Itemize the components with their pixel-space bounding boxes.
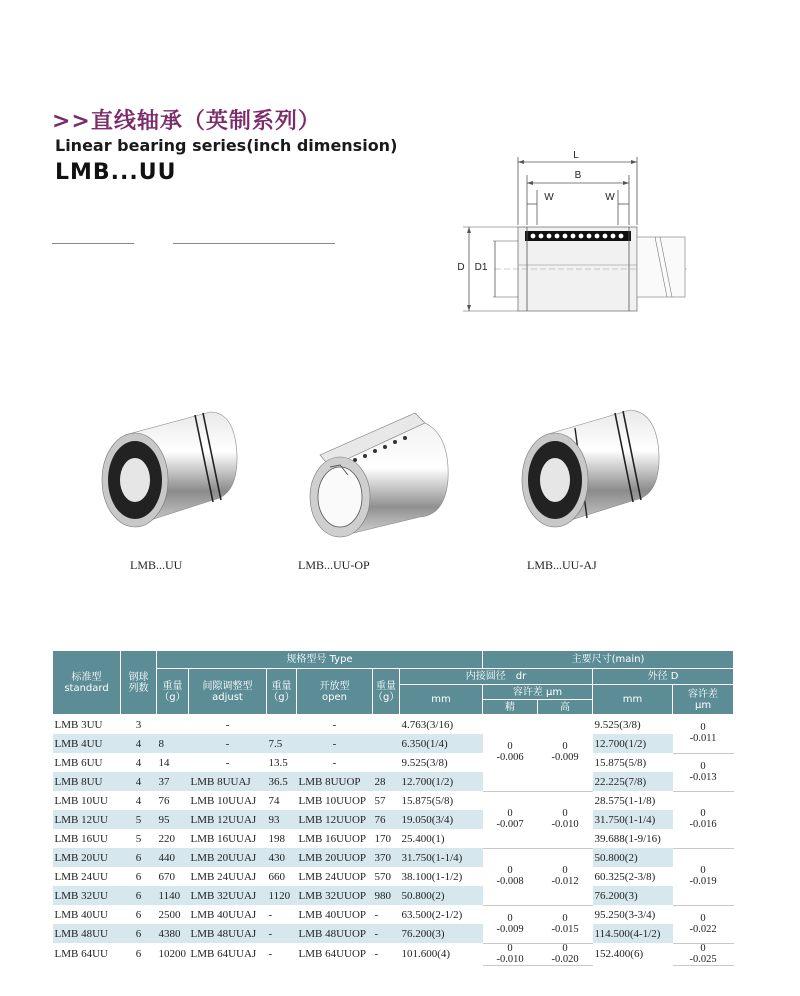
- cell-std: LMB 3UU: [54, 718, 103, 731]
- cell-w3: [373, 734, 400, 753]
- tolerance-outer: [673, 943, 734, 965]
- cell-w2: 660: [268, 870, 285, 883]
- cell-w3: -: [374, 948, 379, 960]
- cell-open: -: [332, 718, 337, 731]
- tolerance-outer: [673, 905, 734, 943]
- cell-balls: 6: [135, 908, 142, 921]
- tolerance-upper: 0: [700, 943, 706, 954]
- table-row: [53, 924, 734, 943]
- tolerance-high: [538, 791, 593, 848]
- cell-std: LMB 4UU: [53, 734, 121, 753]
- table-row: [53, 791, 734, 810]
- tolerance-lower: -0.009: [496, 923, 524, 935]
- cell-w3: 57: [374, 794, 386, 807]
- tolerance-high: [538, 715, 593, 792]
- cell-adj: -: [189, 734, 267, 753]
- table-row: [53, 848, 734, 867]
- cell-w3: -: [373, 924, 400, 943]
- cell-std: LMB 12UU: [53, 810, 121, 829]
- cell-std: LMB 6UU: [54, 756, 103, 769]
- tolerance-lower: -0.025: [689, 953, 717, 965]
- cell-open: LMB 32UUOP: [297, 886, 373, 905]
- tolerance-upper: 0: [700, 912, 706, 924]
- cell-std: LMB 8UU: [53, 772, 121, 791]
- divider-left: [52, 243, 134, 244]
- cell-balls: 6: [135, 948, 142, 960]
- adjustable-bearing-icon: [515, 400, 665, 540]
- cell-D: 9.525(3/8): [594, 718, 641, 731]
- cell-adj: LMB 40UUAJ: [190, 908, 257, 921]
- cell-w1: 37: [157, 772, 189, 791]
- cell-w3: 170: [374, 832, 391, 845]
- cell-balls: 4: [121, 734, 157, 753]
- tolerance-upper: 0: [700, 760, 706, 772]
- cell-balls: 4: [121, 772, 157, 791]
- cell-balls: 6: [121, 848, 157, 867]
- tolerance-lower: -0.007: [496, 819, 524, 830]
- cell-w3: 980: [373, 886, 400, 905]
- cell-w3: 76: [373, 810, 400, 829]
- header-weight-adj: 重量 （g）: [267, 669, 297, 715]
- cell-std: LMB 48UU: [53, 924, 121, 943]
- cell-dr: 9.525(3/8): [401, 756, 448, 769]
- label-W-left: W: [544, 192, 554, 203]
- cell-w1: 220: [158, 832, 175, 845]
- tolerance-lower: -0.013: [689, 771, 717, 783]
- cell-w3: 570: [374, 870, 391, 883]
- cell-w3: -: [374, 908, 379, 921]
- tolerance-lower: -0.016: [689, 819, 717, 830]
- cell-w1: 95: [157, 810, 189, 829]
- cell-w1: 670: [158, 870, 175, 883]
- cell-adj: LMB 16UUAJ: [190, 832, 257, 845]
- cell-w1: 440: [157, 848, 189, 867]
- header-high: 高: [538, 700, 593, 715]
- table-row: [53, 772, 734, 791]
- cell-D: 12.700(1/2): [593, 734, 673, 753]
- header-outer-tol: 容许差 μm: [673, 685, 734, 715]
- header-inner-dia: 内接圆径 dr: [400, 669, 593, 685]
- cell-adj: LMB 10UUAJ: [190, 794, 257, 807]
- cell-D: 22.225(7/8): [593, 772, 673, 791]
- header-inner-mm: mm: [400, 685, 483, 715]
- cell-open: LMB 24UUOP: [298, 870, 367, 883]
- tolerance-lower: -0.006: [496, 752, 524, 764]
- cell-adj: -: [225, 756, 230, 769]
- cell-dr: 25.400(1): [401, 832, 445, 845]
- cell-w1: 4380: [157, 924, 189, 943]
- table-row: [53, 715, 734, 735]
- tolerance-upper: 0: [507, 741, 513, 753]
- tolerance-lower: -0.011: [689, 733, 717, 745]
- cell-open: LMB 12UUOP: [297, 810, 373, 829]
- tolerance-lower: -0.008: [496, 876, 524, 887]
- cell-D: 76.200(3): [593, 886, 673, 905]
- page-title-en: Linear bearing series(inch dimension): [55, 136, 398, 155]
- cell-w3: 370: [373, 848, 400, 867]
- label-B: B: [574, 170, 582, 181]
- table-row: [53, 905, 734, 924]
- header-outer-mm: mm: [593, 685, 673, 715]
- cell-balls: 5: [121, 810, 157, 829]
- header-type: 规格型号 Type: [157, 651, 483, 669]
- cell-dr: 6.350(1/4): [400, 734, 483, 753]
- cell-open: LMB 20UUOP: [297, 848, 373, 867]
- divider-right: [173, 243, 335, 244]
- cell-std: LMB 24UU: [54, 870, 108, 883]
- cell-open: LMB 16UUOP: [298, 832, 367, 845]
- cell-balls: 4: [135, 794, 142, 807]
- cell-D: 152.400(6): [594, 948, 644, 960]
- cell-open: LMB 48UUOP: [297, 924, 373, 943]
- cell-std: LMB 10UU: [54, 794, 108, 807]
- tolerance-upper: 0: [507, 808, 513, 819]
- cell-w2: 7.5: [267, 734, 297, 753]
- tolerance-upper: 0: [562, 808, 568, 819]
- cell-w1: 1140: [157, 886, 189, 905]
- cell-dr: 12.700(1/2): [400, 772, 483, 791]
- cell-dr: 38.100(1-1/2): [401, 870, 463, 883]
- cell-w1: 10200: [158, 948, 186, 960]
- tolerance-upper: 0: [562, 741, 568, 753]
- label-D: D: [457, 262, 465, 273]
- cell-D: 28.575(1-1/8): [594, 794, 656, 807]
- tolerance-lower: -0.010: [496, 953, 524, 965]
- dimension-drawing: [455, 145, 695, 320]
- tolerance-precise: [483, 791, 538, 848]
- cell-open: LMB 64UUOP: [298, 948, 367, 960]
- table-row: [53, 810, 734, 829]
- cell-w2: [267, 715, 297, 735]
- cell-dr: 63.500(2-1/2): [401, 908, 463, 921]
- tolerance-outer: [673, 753, 734, 791]
- cell-open: LMB 40UUOP: [298, 908, 367, 921]
- cell-balls: 3: [135, 718, 142, 731]
- cell-w2: 13.5: [268, 756, 288, 769]
- tolerance-upper: 0: [562, 865, 568, 876]
- model-series: LMB...UU: [55, 160, 177, 185]
- header-main-dims: 主要尺寸(main): [483, 651, 734, 669]
- cell-w2: 36.5: [267, 772, 297, 791]
- tolerance-upper: 0: [507, 865, 513, 876]
- cell-D: 114.500(4-1/2): [593, 924, 673, 943]
- cell-std: LMB 40UU: [54, 908, 108, 921]
- tolerance-outer: [673, 715, 734, 754]
- cell-std: LMB 64UU: [54, 948, 108, 960]
- tolerance-lower: -0.022: [689, 923, 717, 935]
- tolerance-outer: [673, 791, 734, 848]
- cell-w2: 74: [268, 794, 280, 807]
- cell-adj: LMB 64UUAJ: [190, 948, 257, 960]
- tolerance-precise: [483, 848, 538, 905]
- cell-adj: LMB 8UUAJ: [189, 772, 267, 791]
- cell-w1: 8: [157, 734, 189, 753]
- spec-table: [52, 650, 734, 966]
- header-adjust: 间隙调整型 adjust: [189, 669, 267, 715]
- tolerance-lower: -0.019: [689, 876, 717, 887]
- table-row: [53, 753, 734, 772]
- page-title-cn: >>直线轴承（英制系列）: [52, 109, 321, 134]
- cell-dr: 50.800(2): [400, 886, 483, 905]
- tolerance-lower: -0.009: [551, 752, 579, 764]
- cell-open: LMB 10UUOP: [298, 794, 367, 807]
- cell-open: LMB 8UUOP: [297, 772, 373, 791]
- tolerance-lower: -0.015: [551, 923, 579, 935]
- cell-balls: 6: [121, 924, 157, 943]
- tolerance-upper: 0: [562, 943, 568, 954]
- cell-w2: 1120: [267, 886, 297, 905]
- header-weight-std: 重量 （g）: [157, 669, 189, 715]
- header-inner-tol: 容许差 μm: [483, 685, 593, 700]
- cell-D: 39.688(1-9/16): [594, 832, 661, 845]
- cell-w2: 430: [267, 848, 297, 867]
- cell-dr: 76.200(3): [400, 924, 483, 943]
- tolerance-lower: -0.012: [551, 876, 579, 887]
- cell-dr: 19.050(3/4): [400, 810, 483, 829]
- cell-balls: 5: [135, 832, 142, 845]
- label-L: L: [573, 150, 579, 161]
- table-row: [53, 943, 734, 965]
- header-open: 开放型 open: [297, 669, 373, 715]
- cell-balls: 6: [121, 886, 157, 905]
- cell-adj: -: [225, 718, 230, 731]
- cell-w2: 198: [268, 832, 285, 845]
- tolerance-high: [538, 943, 593, 965]
- cell-balls: 6: [135, 870, 142, 883]
- cell-D: 50.800(2): [593, 848, 673, 867]
- cell-D: 31.750(1-1/4): [593, 810, 673, 829]
- cell-w3: [373, 753, 400, 772]
- cell-D: 15.875(5/8): [594, 756, 647, 769]
- cell-w1: [157, 715, 189, 735]
- tolerance-lower: -0.010: [551, 819, 579, 830]
- cell-adj: LMB 20UUAJ: [189, 848, 267, 867]
- table-row: [53, 886, 734, 905]
- tolerance-precise: [483, 715, 538, 792]
- table-row: [53, 734, 734, 753]
- header-precise: 精: [483, 700, 538, 715]
- cell-dr: 15.875(5/8): [401, 794, 454, 807]
- cell-w2: 93: [267, 810, 297, 829]
- tolerance-upper: 0: [700, 865, 706, 876]
- tolerance-upper: 0: [562, 912, 568, 924]
- open-bearing-icon: [300, 405, 460, 545]
- label-W-right: W: [605, 192, 615, 203]
- tolerance-precise: [483, 905, 538, 943]
- tolerance-high: [538, 848, 593, 905]
- product-label-op: LMB...UU-OP: [298, 558, 370, 572]
- cell-std: LMB 20UU: [53, 848, 121, 867]
- cell-adj: LMB 32UUAJ: [189, 886, 267, 905]
- cell-w3: [373, 715, 400, 735]
- cell-open: -: [297, 734, 373, 753]
- header-outer-dia: 外径 D: [593, 669, 734, 685]
- header-weight-open: 重量 （g）: [373, 669, 400, 715]
- cell-w1: 76: [158, 794, 170, 807]
- product-label-uu: LMB...UU: [130, 558, 183, 572]
- cell-std: LMB 32UU: [53, 886, 121, 905]
- cell-open: -: [332, 756, 337, 769]
- table-row: [53, 829, 734, 848]
- tolerance-high: [538, 905, 593, 943]
- tolerance-precise: [483, 943, 538, 965]
- cell-adj: LMB 12UUAJ: [189, 810, 267, 829]
- tolerance-upper: 0: [700, 808, 706, 819]
- tolerance-upper: 0: [700, 722, 706, 734]
- cell-adj: LMB 48UUAJ: [189, 924, 267, 943]
- tolerance-lower: -0.020: [551, 953, 579, 965]
- header-standard: 标准型 standard: [53, 651, 121, 715]
- header-balls: 钢球列数: [121, 651, 157, 715]
- cell-w2: -: [268, 908, 273, 921]
- product-label-aj: LMB...UU-AJ: [527, 558, 597, 572]
- cell-w3: 28: [373, 772, 400, 791]
- cell-w2: -: [268, 948, 273, 960]
- cell-balls: 4: [135, 756, 142, 769]
- cell-w1: 14: [158, 756, 170, 769]
- tolerance-outer: [673, 848, 734, 905]
- cell-adj: LMB 24UUAJ: [190, 870, 257, 883]
- tolerance-upper: 0: [507, 912, 513, 924]
- cell-w2: -: [267, 924, 297, 943]
- tolerance-upper: 0: [507, 943, 513, 954]
- label-D1: D1: [474, 262, 488, 273]
- cell-w1: 2500: [158, 908, 181, 921]
- table-row: [53, 867, 734, 886]
- closed-bearing-icon: [95, 400, 245, 540]
- cell-std: LMB 16UU: [54, 832, 108, 845]
- cell-dr: 4.763(3/16): [401, 718, 454, 731]
- cell-D: 95.250(3-3/4): [594, 908, 656, 921]
- cell-D: 60.325(2-3/8): [594, 870, 656, 883]
- cell-dr: 31.750(1-1/4): [400, 848, 483, 867]
- cell-dr: 101.600(4): [401, 948, 451, 960]
